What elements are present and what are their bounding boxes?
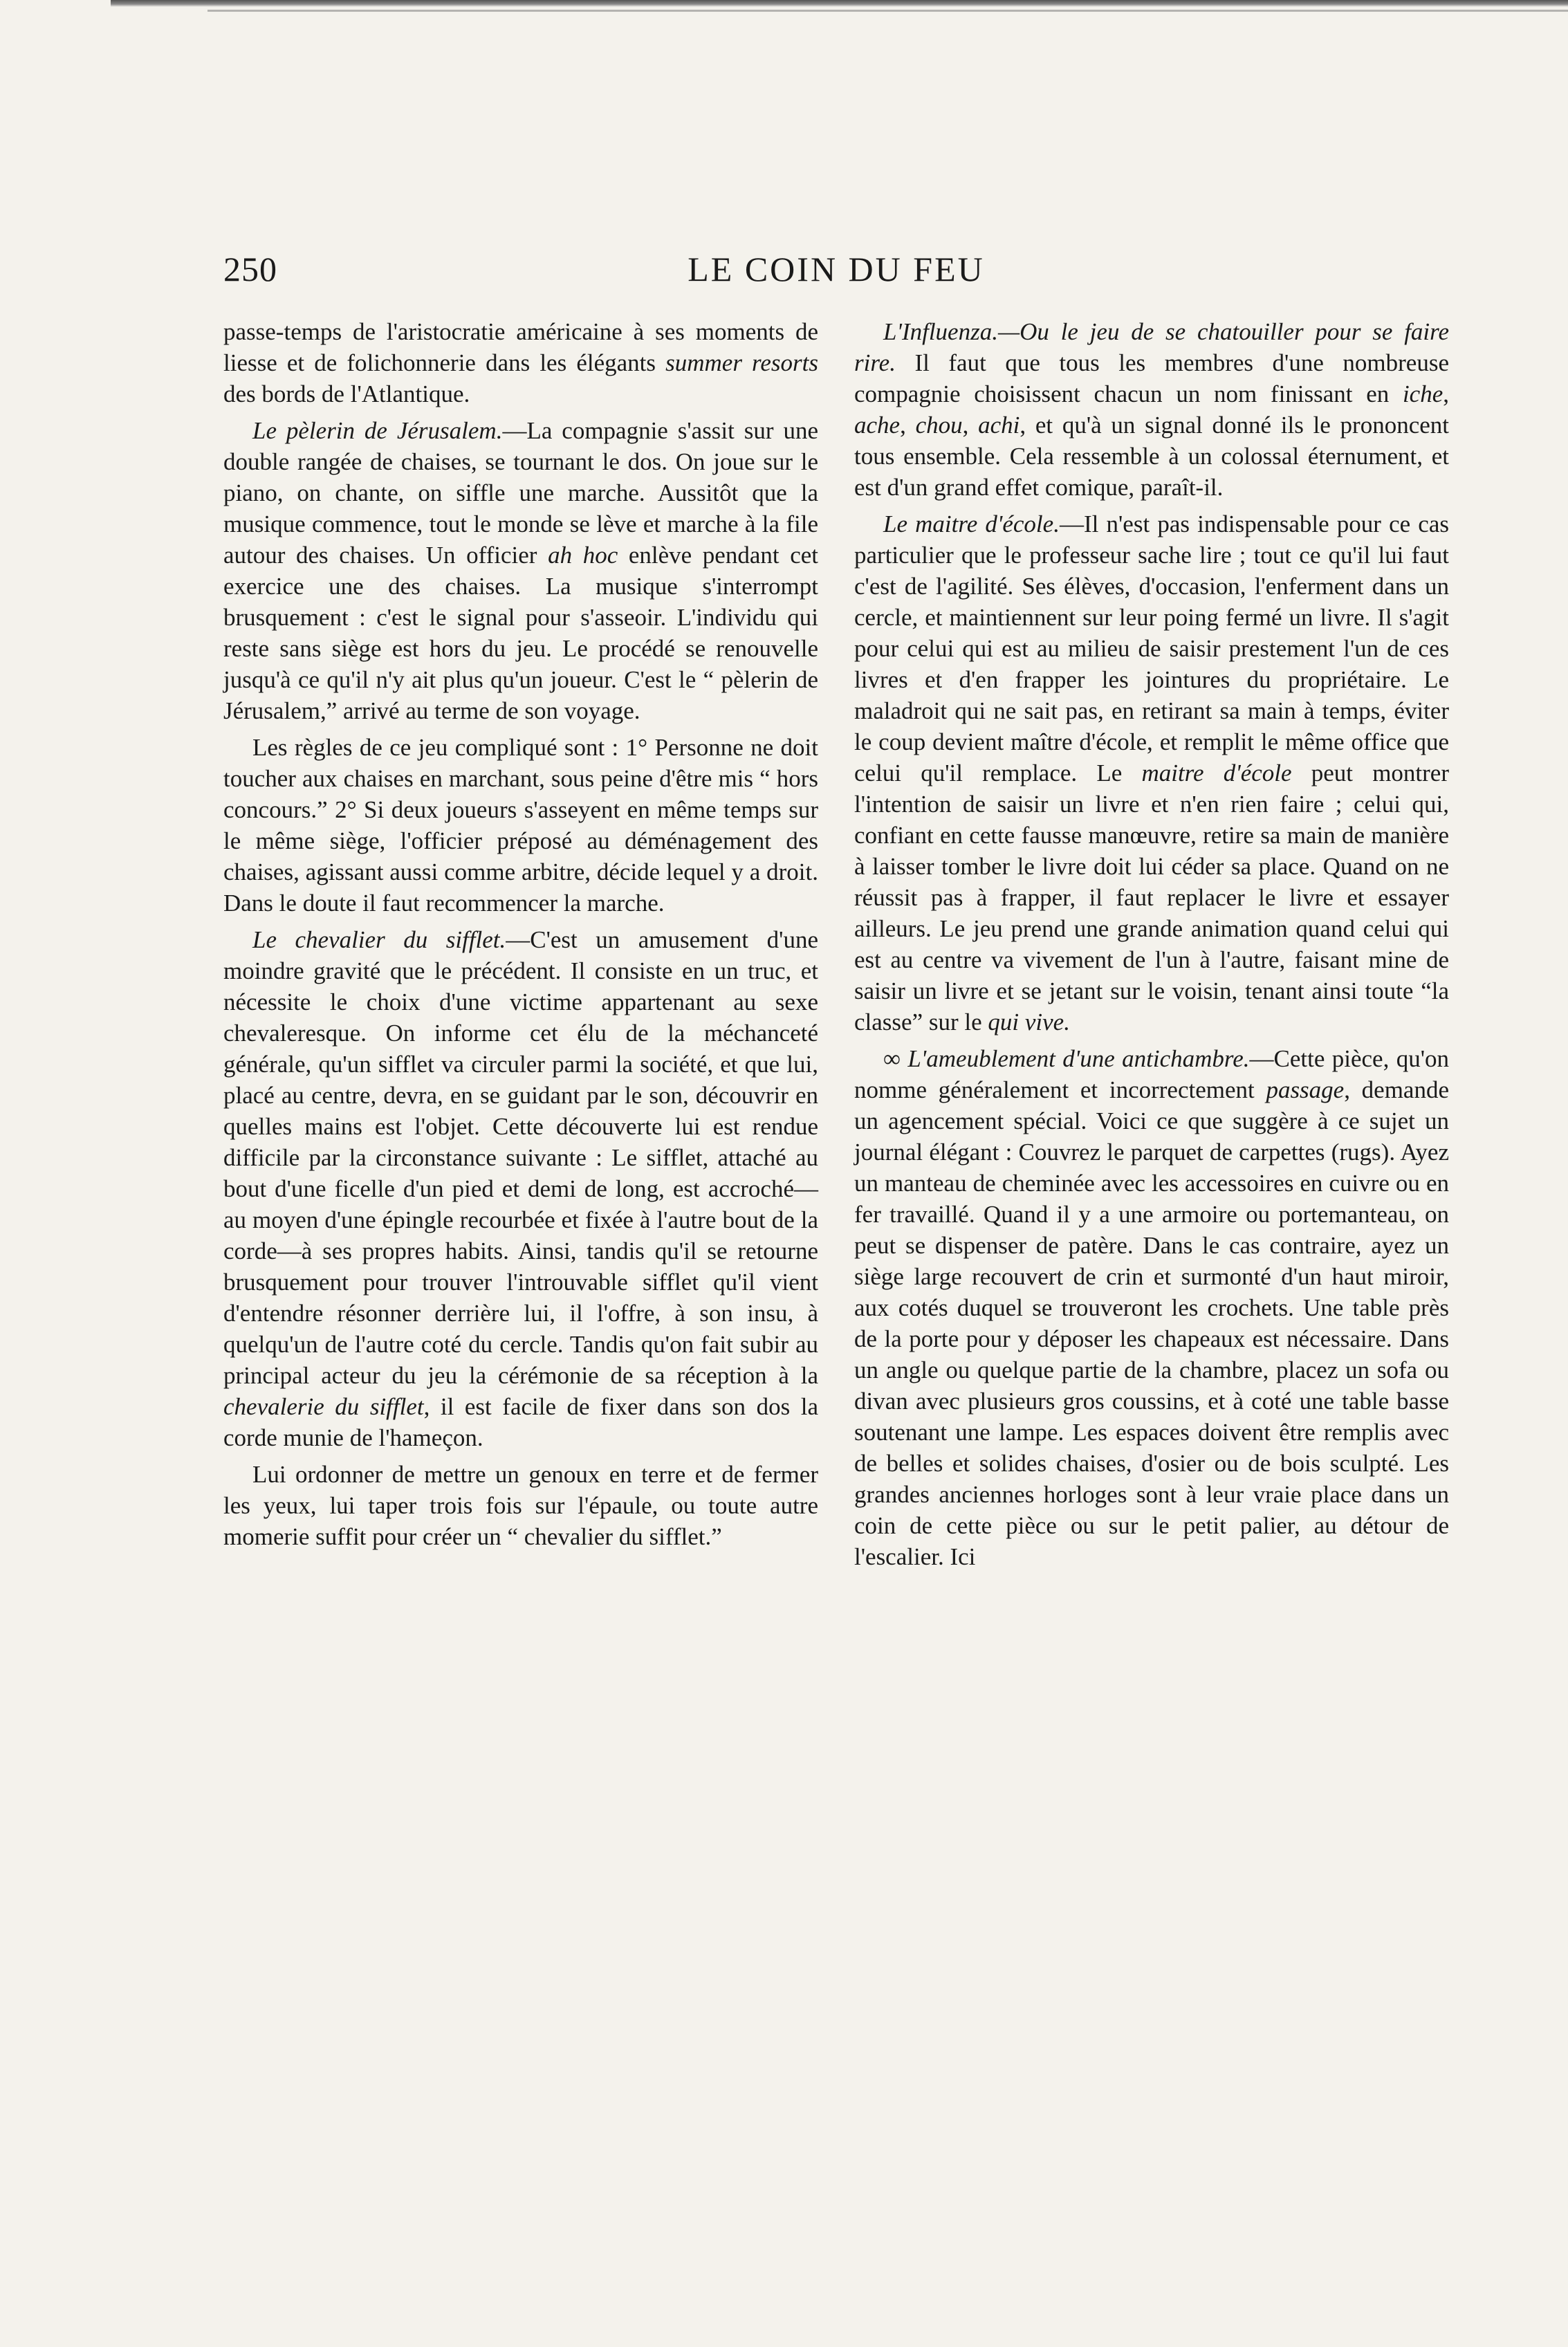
- page-header: [223, 249, 1449, 297]
- paragraph: Lui ordonner de mettre un genoux en terre et de fermer les yeux, lui taper trois fois sur l'épaule, ou toute autre momerie suffit pour créer un “ chevalier du sifflet.”: [223, 1461, 818, 1550]
- section-title: L'Influenza.—Ou le jeu de se chatouiller pour se faire rire.: [854, 318, 1449, 376]
- running-title: LE COIN DU FEU: [688, 250, 985, 288]
- paragraph: Le pèlerin de Jérusalem.—La compagnie s'assit sur une double rangée de chaises, se tournant le dos. On joue sur le piano, on chante, on siffle une marche. Aussitôt que la musique commence, tout le monde se lève et marche à la file autour des chaises. Un officier ah hoc enlève pendant cet exercice une des chaises. La musique s'interrompt brusquement : c'est le signal pour s'asseoir. L'individu qui reste sans siège est hors du jeu. Le procédé se renouvelle jusqu'à ce qu'il n'y ait plus qu'un joueur. C'est le “ pèlerin de Jérusalem,” arrivé au terme de son voyage.: [223, 417, 819, 724]
- right-column: [854, 316, 1449, 1578]
- paragraph: ∞ L'ameublement d'une antichambre.—Cette pièce, qu'on nomme généralement et incorrectement passage, demande un agencement spécial. Voici ce que suggère à ce sujet un journal élégant : Couvrez le parquet de carpettes (rugs). Ayez un manteau de cheminée avec les accessoires en cuivre ou en fer travaillé. Quand il y a une armoire ou portemanteau, on peut se dispenser de patère. Dans le cas contraire, ayez un siège large recouvert de crin et surmonté d'un haut miroir, aux cotés duquel se trouveront les crochets. Une table près de la porte pour y déposer les chapeaux est nécessaire. Dans un angle ou quelque partie de la chambre, placez un sofa ou divan avec plusieurs gros coussins, et à coté une table basse soutenant une lampe. Les espaces doivent être remplis avec de belles et solides chaises, d'osier ou de bois sculpté. Les grandes anciennes horloges sont à leur vraie place dans un coin de cette pièce ou sur le petit palier, au détour de l'escalier. Ici: [854, 1045, 1449, 1570]
- section-title: Le chevalier du sifflet.: [252, 926, 506, 953]
- section-title: Le pèlerin de Jérusalem.: [252, 417, 503, 444]
- paragraph: Le chevalier du sifflet.—C'est un amusement d'une moindre gravité que le précédent. Il consiste en un truc, et nécessite le choix d'une victime appartenant au sexe chevaleresque. On informe cet élu de la méchanceté générale, qu'un sifflet va circuler parmi la société, et que lui, placé au centre, devra, en se guidant par le son, découvrir en quelles mains est l'objet. Cette découverte lui est rendue difficile par la circonstance suivante : Le sifflet, attaché au bout d'une ficelle d'un pied et demi de long, est accroché—au moyen d'une épingle recourbée et fixée à l'autre bout de la corde—à ses propres habits. Ainsi, tandis qu'il se retourne brusquement pour trouver l'introuvable sifflet qu'il vient d'entendre résonner derrière lui, il l'offre, à son insu, à quelqu'un de l'autre coté du cercle. Tandis qu'on fait subir au principal acteur du jeu la cérémonie de sa réception à la chevalerie du sifflet, il est facile de fixer dans son dos la corde munie de l'hameçon.: [223, 926, 818, 1451]
- paragraph: Le maitre d'école.—Il n'est pas indispensable pour ce cas particulier que le professeur sache lire ; tout ce qu'il lui faut c'est de l'agilité. Ses élèves, d'occasion, l'enferment dans un cercle, et maintiennent sur leur poing fermé un livre. Il s'agit pour celui qui est au milieu de saisir prestement l'un de ces livres et d'en frapper les jointures du propriétaire. Le maladroit qui ne sait pas, en retirant sa main à temps, éviter le coup devient maître d'école, et remplit le même office que celui qu'il remplace. Le maitre d'école peut montrer l'intention de saisir un livre et n'en rien faire ; celui qui, confiant en cette fausse manœuvre, retire sa main de manière à laisser tomber le livre doit lui céder sa place. Quand on ne réussit pas à frapper, il faut replacer le livre et essayer ailleurs. Le jeu prend une grande animation quand celui qui est au centre va vivement de l'un à l'autre, faisant mine de saisir un livre et se jetant sur le voisin, tenant ainsi toute “la classe” sur le qui vive.: [854, 510, 1449, 1036]
- top-border-rule-thin: [207, 10, 1568, 12]
- paragraph: passe-temps de l'aristocratie américaine à ses moments de liesse et de folichonnerie dans les élégants summer resorts des bords de l'Atlantique.: [223, 318, 818, 407]
- ornament-mark: ∞: [883, 1045, 908, 1072]
- section-title: L'ameublement d'une antichambre.: [907, 1045, 1250, 1072]
- paragraph: Les règles de ce jeu compliqué sont : 1° Personne ne doit toucher aux chaises en marchant, sous peine d'être mis “ hors concours.” 2° Si deux joueurs s'asseyent en même temps sur le même siège, l'officier préposé au déménagement des chaises, agissant aussi comme arbitre, décide lequel y a droit. Dans le doute il faut recommencer la marche.: [223, 734, 818, 917]
- left-column: [223, 316, 818, 1558]
- top-border-rule: [111, 0, 1568, 7]
- page-number: 250: [223, 250, 277, 288]
- section-title: Le maitre d'école.: [883, 510, 1060, 537]
- paragraph: L'Influenza.—Ou le jeu de se chatouiller pour se faire rire. Il faut que tous les membres d'une nombreuse compagnie choisissent chacun un nom finissant en iche, ache, chou, achi, et qu'à un signal donné ils le prononcent tous ensemble. Cela ressemble à un colossal éternument, et est d'un grand effet comique, paraît-il.: [854, 318, 1449, 501]
